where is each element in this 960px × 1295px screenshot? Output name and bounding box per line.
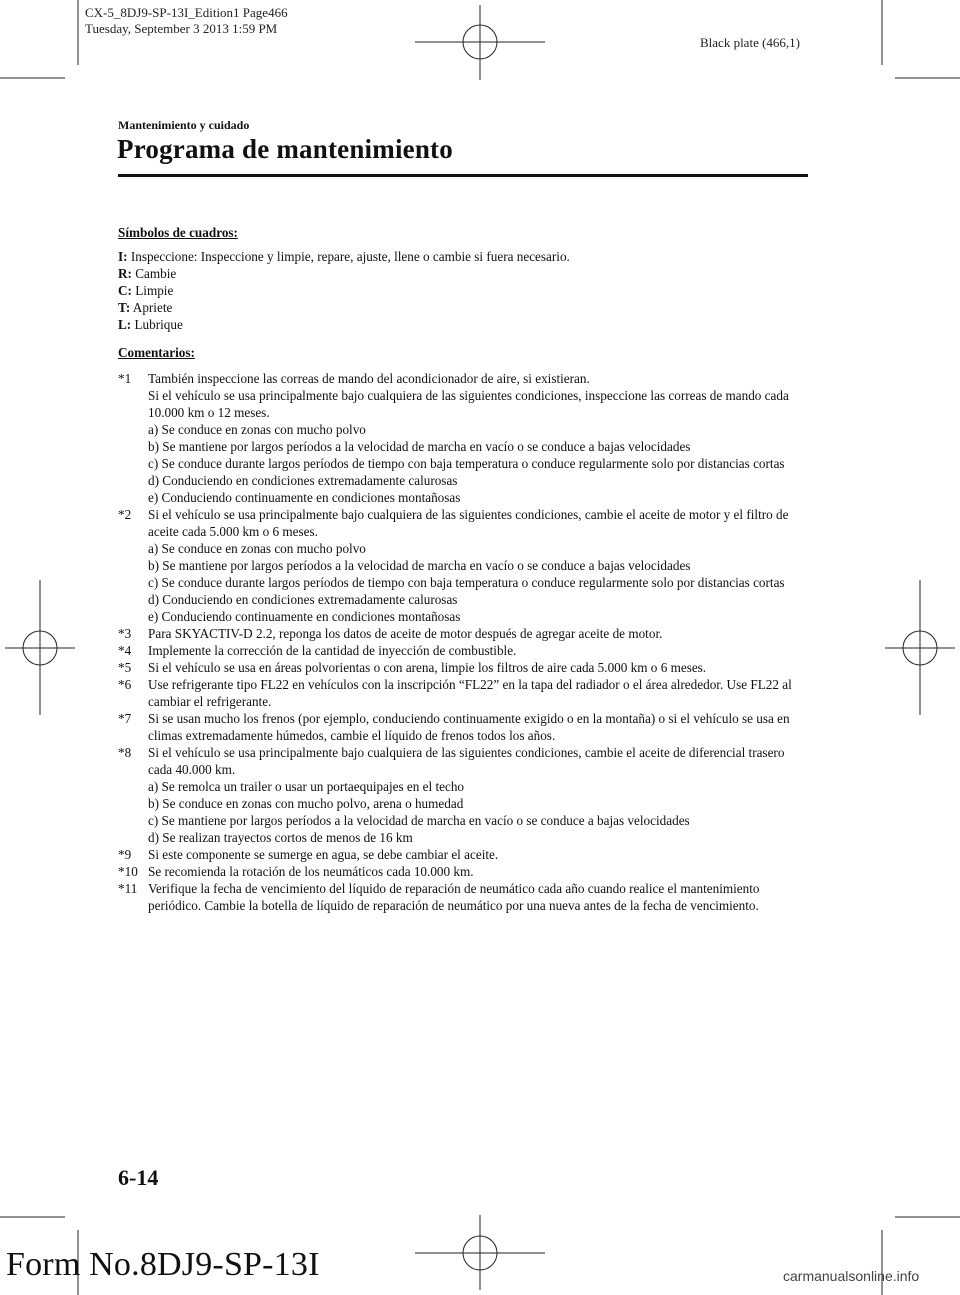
crosshair-top-icon: [463, 25, 497, 59]
symbol-item: [118, 316, 808, 333]
symbols-heading: Símbolos de cuadros:: [118, 225, 238, 240]
condition-item: d) Conduciendo en condiciones extremadamente calurosas: [148, 473, 458, 488]
note-number: *9: [118, 847, 132, 862]
form-number: Form No.8DJ9-SP-13I: [6, 1246, 320, 1283]
symbol-text: Apriete: [132, 300, 173, 315]
condition-item: d) Conduciendo en condiciones extremadamente calurosas: [148, 592, 458, 607]
symbol-text: Inspeccione: Inspeccione y limpie, repare, ajuste, llene o cambie si fuera necesario.: [130, 249, 570, 264]
condition-item: b) Se mantiene por largos períodos a la velocidad de marcha en vacío o se conduce a bajas velocidades: [148, 558, 691, 573]
note-text: Si el vehículo se usa en áreas polvorientas o con arena, limpie los filtros de aire cada 5.000 km o 6 meses.: [148, 660, 707, 675]
symbol-text: Limpie: [135, 283, 174, 298]
note-number: *6: [118, 677, 132, 692]
condition-item: a) Se conduce en zonas con mucho polvo: [148, 422, 366, 437]
note-number: *1: [118, 371, 132, 386]
condition-item: a) Se conduce en zonas con mucho polvo: [148, 541, 366, 556]
condition-item: c) Se conduce durante largos períodos de tiempo con baja temperatura o conduce regularmente solo por distancias cortas: [148, 456, 785, 471]
symbol-item: [118, 299, 808, 316]
note-number: *10: [118, 864, 138, 879]
note-text: Si se usan mucho los frenos (por ejemplo, conduciendo continuamente exigido o en la montaña) o si el vehículo se usa en climas extremadamente húmedos, cambie el líquido de frenos todos los años.: [148, 711, 790, 743]
symbol-key: T:: [118, 300, 131, 315]
symbol-text: Lubrique: [134, 317, 183, 332]
note-text: Si el vehículo se usa principalmente bajo cualquiera de las siguientes condiciones, cambie el aceite de motor y el filtro de aceite cada 5.000 km o 6 meses.: [148, 507, 789, 539]
note-number: *8: [118, 745, 132, 760]
note-text: Si el vehículo se usa principalmente bajo cualquiera de las siguientes condiciones, inspeccione las correas de mando cada 10.000 km o 12 meses.: [148, 388, 789, 420]
note-2: [118, 506, 808, 625]
condition-item: d) Se realizan trayectos cortos de menos de 16 km: [148, 830, 413, 845]
condition-item: b) Se mantiene por largos períodos a la velocidad de marcha en vacío o se conduce a bajas velocidades: [148, 439, 691, 454]
note-text: Use refrigerante tipo FL22 en vehículos con la inscripción “FL22” en la tapa del radiador o el área alrededor. Use FL22 al cambiar el refrigerante.: [148, 677, 792, 709]
symbol-key: L:: [118, 317, 132, 332]
crosshair-right-icon: [903, 631, 937, 665]
plate-info: Black plate (466,1): [700, 35, 800, 50]
condition-item: e) Conduciendo continuamente en condiciones montañosas: [148, 609, 461, 624]
note-text: También inspeccione las correas de mando del acondicionador de aire, si existieran.: [148, 371, 590, 386]
condition-item: a) Se remolca un trailer o usar un portaequipajes en el techo: [148, 779, 465, 794]
crosshair-bottom-icon: [463, 1236, 497, 1270]
symbol-key: R:: [118, 266, 132, 281]
note-3: [118, 625, 808, 642]
note-4: [118, 642, 808, 659]
condition-item: e) Conduciendo continuamente en condiciones montañosas: [148, 490, 461, 505]
note-text: Implemente la corrección de la cantidad de inyección de combustible.: [148, 643, 517, 658]
print-date: Tuesday, September 3 2013 1:59 PM: [85, 21, 278, 36]
note-1: [118, 370, 808, 506]
symbol-key: I:: [118, 249, 128, 264]
symbol-item: [118, 282, 808, 299]
note-8: [118, 744, 808, 846]
page-title: Programa de mantenimiento: [117, 134, 453, 164]
note-6: [118, 676, 808, 710]
symbol-item: [118, 248, 808, 265]
print-job-id: CX-5_8DJ9-SP-13I_Edition1 Page466: [85, 5, 288, 20]
note-number: *7: [118, 711, 132, 726]
note-text: Si el vehículo se usa principalmente bajo cualquiera de las siguientes condiciones, cambie el aceite de diferencial trasero cada 40.000 km.: [148, 745, 785, 777]
title-divider: [118, 174, 808, 177]
note-number: *2: [118, 507, 132, 522]
note-5: [118, 659, 808, 676]
note-number: *11: [118, 881, 138, 896]
condition-item: c) Se conduce durante largos períodos de tiempo con baja temperatura o conduce regularmente solo por distancias cortas: [148, 575, 785, 590]
note-number: *3: [118, 626, 132, 641]
symbol-key: C:: [118, 283, 132, 298]
note-10: [118, 863, 808, 880]
condition-item: c) Se mantiene por largos períodos a la velocidad de marcha en vacío o se conduce a bajas velocidades: [148, 813, 690, 828]
section-label: Mantenimiento y cuidado: [118, 118, 250, 132]
page-number: 6-14: [118, 1165, 159, 1190]
note-11: [118, 880, 808, 914]
content-body: [118, 224, 808, 914]
comments-heading: Comentarios:: [118, 345, 195, 360]
condition-item: b) Se conduce en zonas con mucho polvo, arena o humedad: [148, 796, 464, 811]
note-text: Si este componente se sumerge en agua, se debe cambiar el aceite.: [148, 847, 499, 862]
note-text: Se recomienda la rotación de los neumáticos cada 10.000 km.: [148, 864, 474, 879]
note-number: *4: [118, 643, 132, 658]
note-9: [118, 846, 808, 863]
note-7: [118, 710, 808, 744]
note-text: Verifique la fecha de vencimiento del líquido de reparación de neumático cada año cuando realice el mantenimiento periódico. Cambie la botella de líquido de reparación de neumático por una nueva antes de la fecha de vencimiento.: [148, 881, 760, 913]
symbol-item: [118, 265, 808, 282]
watermark-text: carmanualsonline.info: [783, 1268, 920, 1284]
note-text: Para SKYACTIV-D 2.2, reponga los datos de aceite de motor después de agregar aceite de motor.: [148, 626, 663, 641]
symbol-text: Cambie: [135, 266, 177, 281]
note-number: *5: [118, 660, 132, 675]
crosshair-left-icon: [23, 631, 57, 665]
